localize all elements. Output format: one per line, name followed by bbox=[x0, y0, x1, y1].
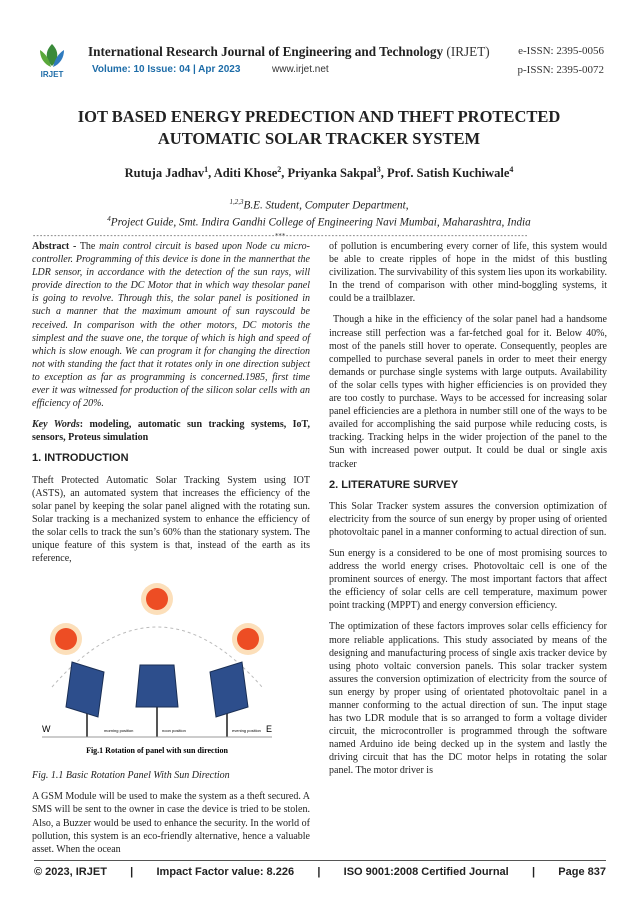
page-number: Page 837 bbox=[558, 866, 606, 878]
affiliation: $^{1,2,3}$B.E. Student, Computer Department, bbox=[229, 198, 409, 212]
figure-caption: Fig. 1.1 Basic Rotation Panel With Sun Direction bbox=[32, 770, 230, 782]
paper-title: IOT BASED ENERGY PREDECTION AND THEFT PROTECTED AUTOMATIC SOLAR TRACKER SYSTEM bbox=[77, 107, 561, 148]
iso-certification: ISO 9001:2008 Certified Journal bbox=[343, 866, 509, 878]
section-heading: 1. INTRODUCTION bbox=[32, 452, 129, 465]
author: Priyanka Sakpal bbox=[287, 166, 377, 181]
separator-line: ---------------------------------------------------------------------***--------------------------------------------------------------------- bbox=[32, 232, 528, 240]
svg-text:W: W bbox=[42, 724, 51, 735]
solar-panel-icon bbox=[66, 662, 248, 737]
svg-text:noon position: noon position bbox=[162, 728, 186, 734]
svg-text:Fig.1 Rotation of panel with s: Fig.1 Rotation of panel with sun direction bbox=[86, 746, 228, 756]
paragraph: Theft Protected Automatic Solar Tracking System using IOT (ASTS), an automated system that increases the efficiency of the solar panel by keeping the solar panel aligned with the rotating sun. Solar tracking is a mechanized system to enhance the efficiency of the solar cells to track the sun’s 60% than the stationary system. The unique feature of this system is that, instead of the earth as its reference, bbox=[32, 474, 310, 565]
paragraph: Though a hike in the efficiency of the solar panel had a handsome increase still perfection was a far-fetched goal for it. Below 40%, most of the panels still hover to operate. Consequently, peoples are compelled to purchase several panels in order to meet their energy demands or purchase single systems with large outputs. Availability of the solar cells types with higher efficiencies is on provided they are too costly to purchase. Ways to be accessed for increasing solar panel efficiencies are a plethora in number still one of the ways to be availed for accomplishing the said purpose while reducing costs, is tracking. Tracking helps in the wider projection of the panel to the Sun with increased power output. It could be dual or single axis tracker bbox=[329, 314, 607, 470]
right-column bbox=[329, 240, 607, 786]
keywords: Key Words: modeling, automatic sun tracking systems, IoT, sensors, Proteus simulation bbox=[32, 419, 310, 444]
sun-rotation-figure bbox=[32, 577, 282, 759]
abstract: Abstract - The main control circuit is based upon Node cu micro-controller. Programming of this device is done in the mannerthat the LDR sensor, in accordance with the detection of the sun rays, will provide direction to the DC Motor that in which way thesolar panel is going to revolve. Through this, the solar panel is positioned in such a manner that the maximum amount of sun rayscould be received. In comparison with the other motors, DC motoris the simplest and the suave one, the torque of which is high and speed of which is slow enough. We can program it for changing the direction not with standing the fact that it rotates only in one direction subject to exception as far as programming is concerned.1985, first time ever it was witnessed for production of the silicon solar cells with an efficiency of 20%. bbox=[32, 241, 311, 410]
section-heading: 2. LITERATURE SURVEY bbox=[329, 478, 459, 491]
author: Prof. Satish Kuchiwale bbox=[387, 166, 510, 181]
pissn: p-ISSN: 2395-0072 bbox=[517, 64, 604, 76]
affiliation: $^4$Project Guide, Smt. Indira Gandhi College of Engineering Navi Mumbai, Maharashtra, India bbox=[107, 215, 531, 229]
left-column bbox=[32, 240, 310, 864]
paragraph: A GSM Module will be used to make the system as a theft secured. A SMS will be sent to the owner in case the device is tried to be stolen. Also, a Buzzer would be used to enhance the security. In the world of pollution, this system is an eco-friendly alternative, hence a valuable asset. When the ocean bbox=[32, 791, 311, 855]
author: Rutuja Jadhav bbox=[124, 166, 205, 181]
journal-header bbox=[34, 42, 604, 84]
copyright: © 2023, IRJET bbox=[34, 866, 107, 878]
paragraph: The optimization of these factors improves solar cells efficiency for more reliable applications. This study associated by means of the designing and manufacturing process of single axis tracker device by using photo voltaic conversion panels. This solar tracker system assures the conversion optimization of electricity from the source of sun energy by proper using of orientated photovoltaic panel in a manner conforming to the actual direction of sun. The input stage has two LDR module that is so arranged to form a voltage divider circuit, the microcontroller is programmed through the software named Arduino ide being decked up in the system and lastly the driving circuit that has the DC motor helps in rotating the solar panel. The motor driver is bbox=[329, 621, 607, 777]
paragraph: This Solar Tracker system assures the conversion optimization of electricity from the source of sun energy by proper using of oriented photovoltaic panel in a manner conforming to actual direction of sun. bbox=[329, 500, 607, 538]
journal-website[interactable]: www.irjet.net bbox=[272, 64, 329, 75]
paragraph: of pollution is encumbering every corner of life, this system would be able to create ripples of hope in the midst of this bustling civilization. The survivability of this system lies upon its workability. In the trend of comparison with other mind-boggling systems, it could be a trailblazer. bbox=[329, 241, 607, 305]
author: Aditi Khose bbox=[213, 166, 278, 181]
paragraph: Sun energy is a considered to be one of most promising sources to address the world energy crises. Photovoltaic cell is one of the prominent sources of energy. The most important factors that affect the efficiency of solar cells are cell temperature, maximum power point tracking (MPPT) and energy conversion efficiency. bbox=[329, 547, 607, 612]
svg-text:E: E bbox=[266, 724, 273, 735]
sun-icon bbox=[50, 583, 264, 655]
svg-text:IRJET: IRJET bbox=[40, 70, 64, 79]
svg-text:evening position: evening position bbox=[232, 728, 261, 734]
volume-issue: Volume: 10 Issue: 04 | Apr 2023 bbox=[92, 64, 241, 75]
journal-name: International Research Journal of Engineering and Technology (IRJET) bbox=[88, 44, 490, 59]
author-list: Rutuja Jadhav$^1$, Aditi Khose$^2$, Priyanka Sakpal$^3$, Prof. Satish Kuchiwale$^4$ bbox=[124, 165, 514, 181]
page-footer: © 2023, IRJET | Impact Factor value: 8.226 | ISO 9001:2008 Certified Journal | Page 837 bbox=[34, 860, 606, 878]
eissn: e-ISSN: 2395-0056 bbox=[518, 45, 604, 57]
irjet-logo-icon bbox=[34, 42, 70, 80]
impact-factor: Impact Factor value: 8.226 bbox=[156, 866, 295, 878]
svg-text:morning position: morning position bbox=[104, 728, 134, 734]
